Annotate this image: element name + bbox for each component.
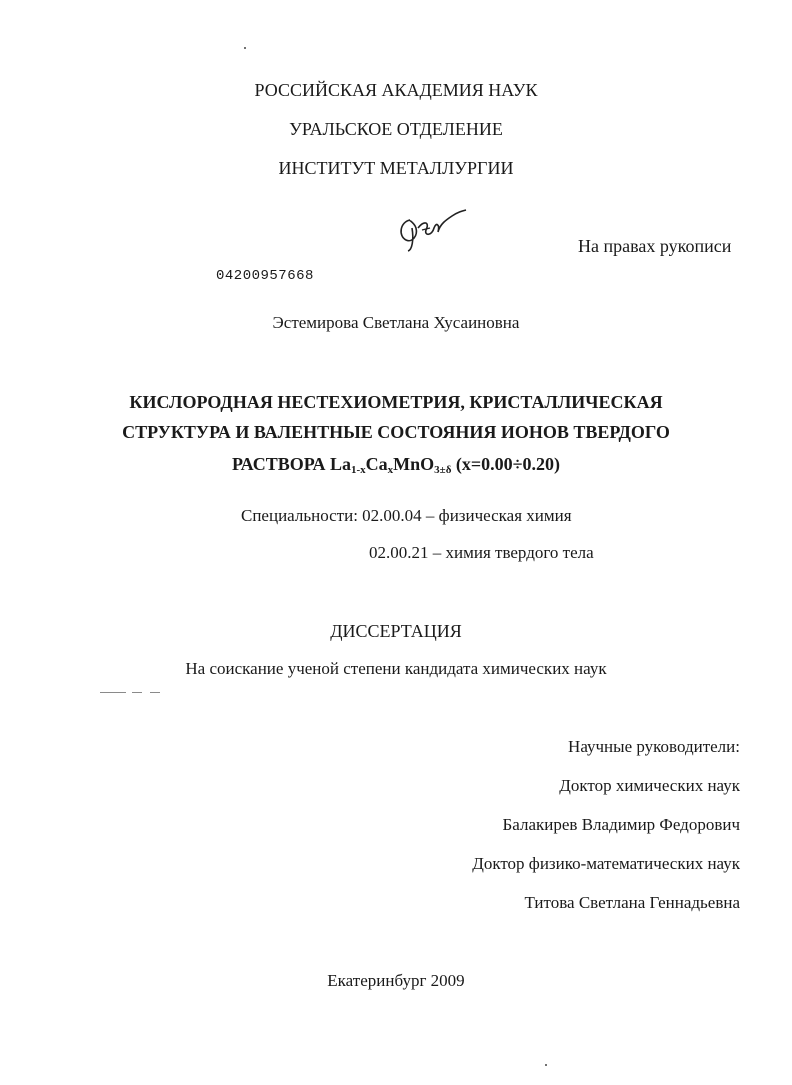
formula-sub-3: 3±δ [434,464,452,476]
formula-sub-1: 1-x [350,464,366,476]
document-type: ДИССЕРТАЦИЯ [330,621,462,641]
scan-dash-3 [150,692,160,693]
manuscript-note: На правах рукописи [578,236,732,256]
supervisor-1-degree: Доктор химических наук [559,776,740,795]
title-line-2: СТРУКТУРА И ВАЛЕНТНЫЕ СОСТОЯНИЯ ИОНОВ ТВЕРДОГО [122,422,670,442]
scan-dash-1 [100,692,126,693]
supervisors-heading: Научные руководители: [568,737,740,756]
title-line-3 [0,454,792,475]
branch-name: УРАЛЬСКОЕ ОТДЕЛЕНИЕ [289,119,503,139]
formula-ca: Ca [365,454,388,474]
scan-speck-bottom [545,1064,547,1066]
supervisor-2-degree: Доктор физико-математических наук [472,854,740,873]
org-name: РОССИЙСКАЯ АКАДЕМИЯ НАУК [254,80,538,100]
title-line-1: КИСЛОРОДНАЯ НЕСТЕХИОМЕТРИЯ, КРИСТАЛЛИЧЕСКАЯ [129,392,663,412]
handwritten-signature [396,206,468,252]
title-line-3-prefix: РАСТВОРА La [231,454,351,474]
supervisor-2-name: Титова Светлана Геннадьевна [524,893,740,912]
specialty-line-1: Специальности: 02.00.04 – физическая химия [241,506,572,525]
supervisor-1-name: Балакирев Владимир Федорович [502,815,740,834]
author-name: Эстемирова Светлана Хусаиновна [272,313,520,332]
title-line-3-suffix: (x=0.00÷0.20) [451,454,561,474]
scan-dash-2 [132,692,142,693]
scan-speck-top [244,47,246,49]
specialty-line-2: 02.00.21 – химия твердого тела [369,543,594,562]
formula-sub-2: x [387,464,394,476]
formula-mno: MnO [393,454,435,474]
institute-name: ИНСТИТУТ МЕТАЛЛУРГИИ [278,158,514,178]
degree-statement: На соискание ученой степени кандидата химических наук [185,659,607,678]
city-year: Екатеринбург 2009 [327,971,465,990]
document-number: 04200957668 [216,268,314,284]
